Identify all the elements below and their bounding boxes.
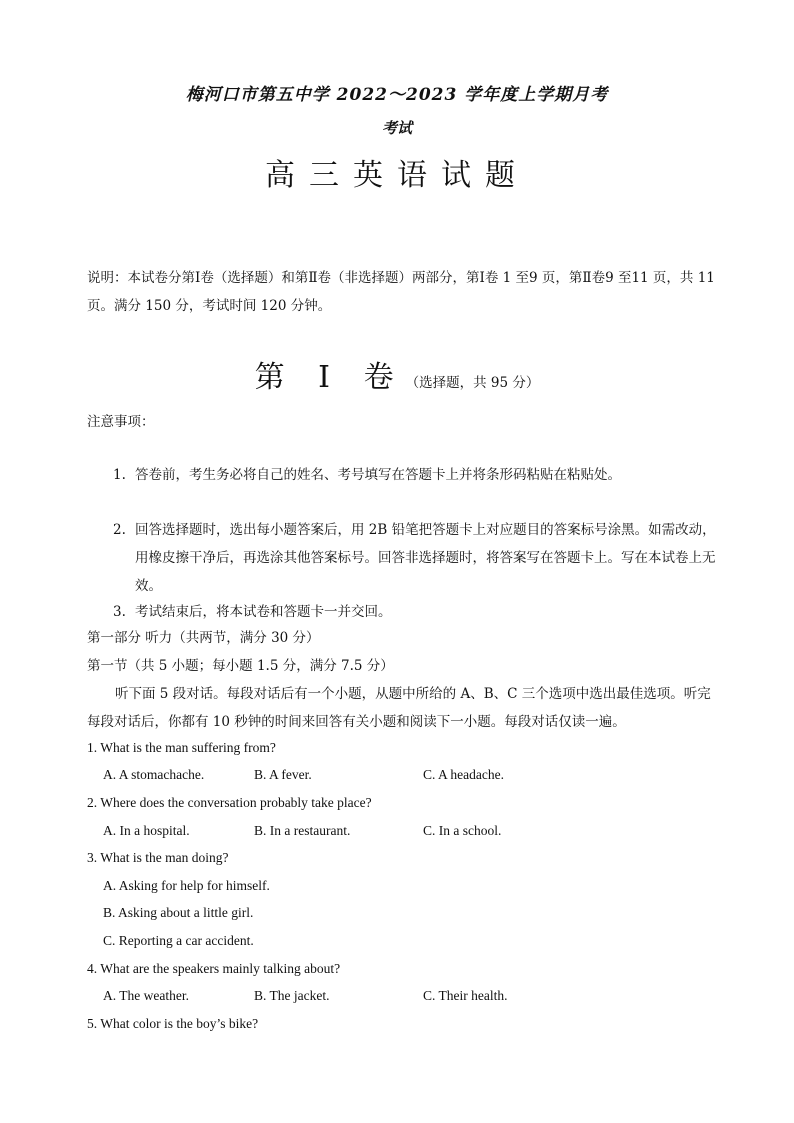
notice-item-number: 3. [113, 604, 126, 620]
notice-item-text: 答卷前，考生务必将自己的姓名、考号填写在答题卡上并将条形码粘贴在粘贴处。 [135, 467, 621, 483]
notice-item-text: 考试结束后，将本试卷和答题卡一并交回。 [135, 604, 392, 620]
notice-item-number: 1. [113, 467, 126, 483]
question-text: 3. What is the man doing? [87, 850, 229, 865]
notice-label: 注意事项： [87, 414, 155, 430]
notice-item [113, 516, 718, 600]
section-subtitle: （选择题，共 95 分） [405, 375, 540, 391]
exam-school-title: 梅河口市第五中学 2022～2023 学年度上学期月考 [185, 85, 609, 105]
option-a: A. Asking for help for himself. [103, 878, 270, 893]
option-a: A. A stomachache. [103, 767, 205, 782]
option-b: B. In a restaurant. [254, 823, 351, 838]
listening-instructions: 听下面 5 段对话。每段对话后有一个小题，从题中所给的 A、B、C 三个选项中选出最佳选项。听完每段对话后，你都有 10 秒钟的时间来回答有关小题和阅读下一小题。每段对话仅读一遍。 [87, 686, 711, 730]
option-c: C. Their health. [423, 988, 508, 1003]
option-c: C. A headache. [423, 767, 504, 782]
exam-type-title: 考试 [381, 119, 412, 137]
question-text: 5. What color is the boy’s bike? [87, 1016, 259, 1031]
part-title: 第一部分 听力（共两节，满分 30 分） [87, 630, 320, 646]
exam-main-title: 高三英语试题 [265, 158, 529, 193]
option-c: C. Reporting a car accident. [103, 933, 254, 948]
option-a: A. The weather. [103, 988, 189, 1003]
notice-item [113, 461, 718, 489]
notice-item-continuation: 用橡皮擦干净后，再选涂其他答案标号。回答非选择题时，将答案写在答题卡上。写在本试卷上无效。 [135, 550, 716, 594]
question-text: 2. Where does the conversation probably take place? [87, 795, 372, 810]
notice-item [113, 598, 718, 626]
exam-instructions: 说明：本试卷分第Ⅰ卷（选择题）和第Ⅱ卷（非选择题）两部分，第Ⅰ卷 1 至9 页，第Ⅱ卷9 至11 页，共 11 页。满分 150 分，考试时间 120 分钟。 [87, 270, 715, 314]
option-b: B. Asking about a little girl. [103, 905, 254, 920]
section-title: 第 Ⅰ 卷 [254, 360, 406, 395]
question-text: 1. What is the man suffering from? [87, 740, 276, 755]
option-c: C. In a school. [423, 823, 502, 838]
option-a: A. In a hospital. [103, 823, 190, 838]
notice-item-text: 回答选择题时，选出每小题答案后，用 2B 铅笔把答题卡上对应题目的答案标号涂黑。如需改动， [135, 522, 716, 538]
section-heading [0, 352, 794, 396]
option-b: B. A fever. [254, 767, 312, 782]
notice-item-number: 2. [113, 522, 126, 538]
option-b: B. The jacket. [254, 988, 330, 1003]
question-text: 4. What are the speakers mainly talking about? [87, 961, 341, 976]
section-instructions-title: 第一节（共 5 小题；每小题 1.5 分，满分 7.5 分） [87, 658, 394, 674]
